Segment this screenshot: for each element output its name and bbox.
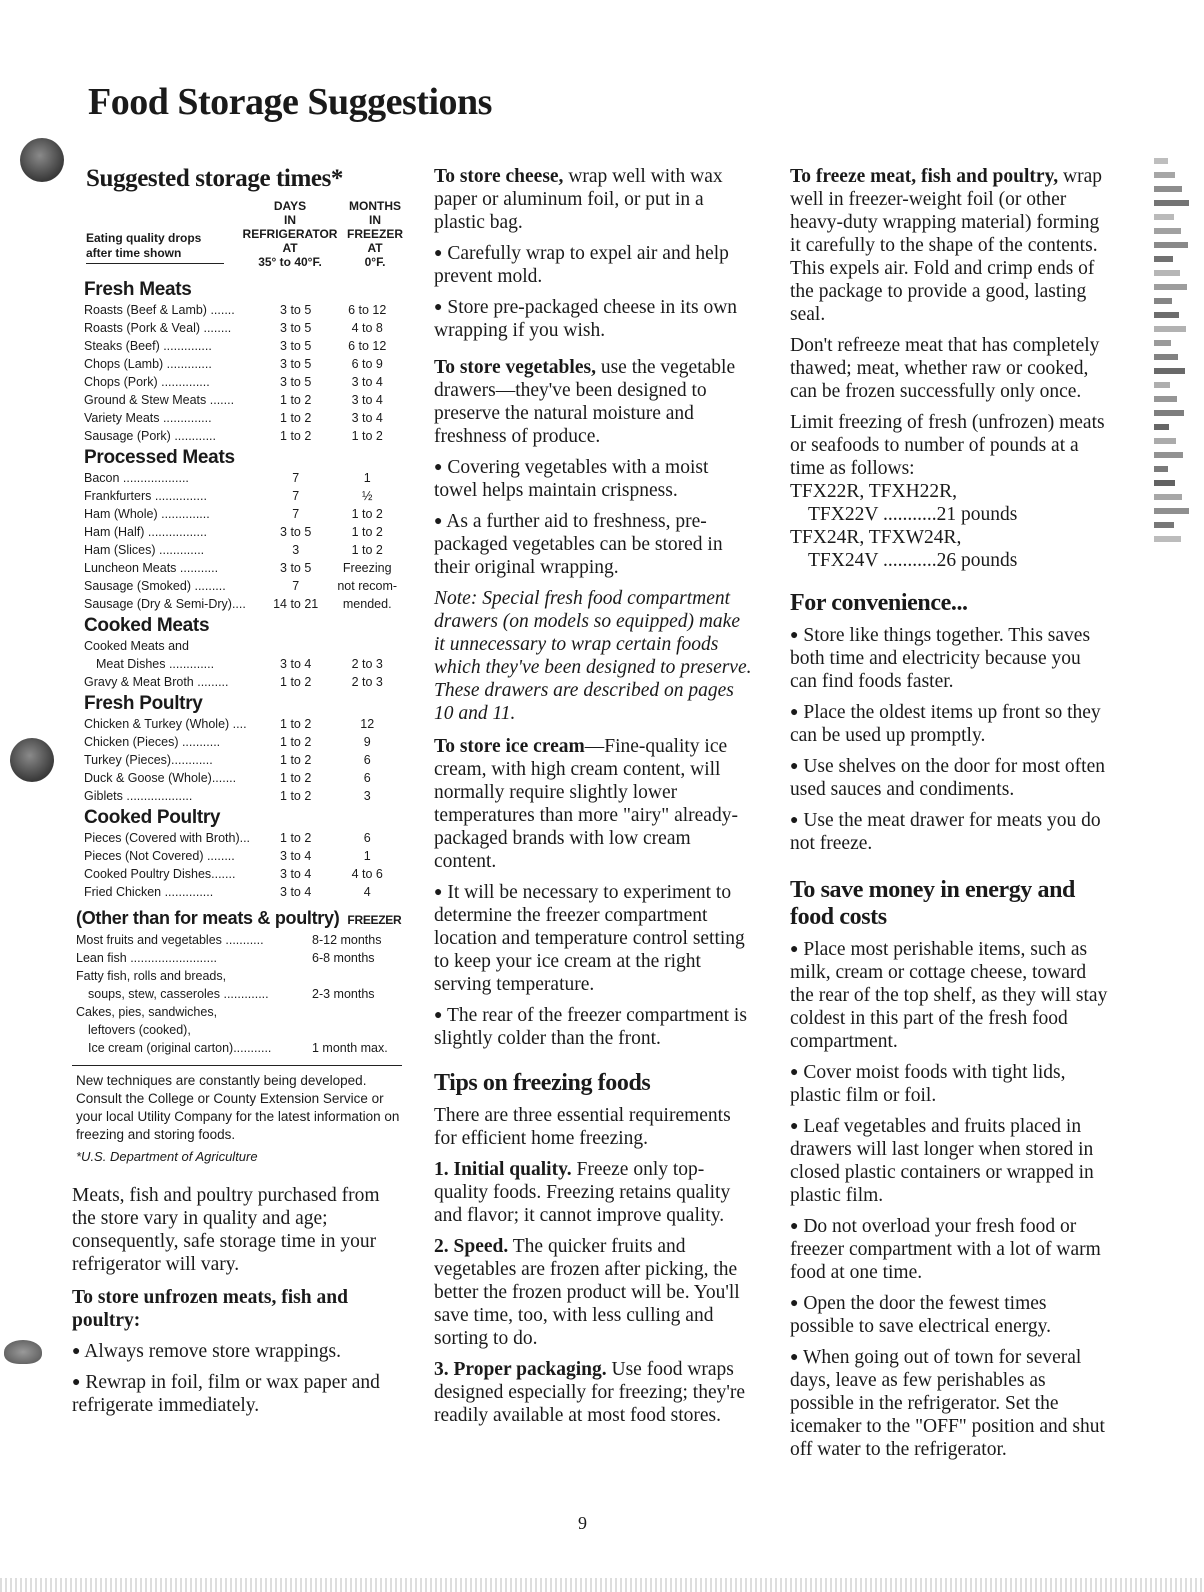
freezer-months: 4	[363, 885, 371, 899]
refrigerator-days: 1 to 2	[280, 753, 312, 767]
storage-row	[72, 559, 402, 577]
edge-mark	[1154, 200, 1189, 206]
storage-row	[72, 373, 402, 391]
freezer-months: 6 to 12	[348, 303, 387, 317]
food-name: Luncheon Meats ...........	[84, 561, 219, 575]
edge-mark	[1154, 242, 1188, 248]
refrigerator-days: 3	[292, 543, 300, 557]
edge-mark	[1154, 452, 1183, 458]
storage-row	[72, 655, 402, 673]
storage-row	[72, 391, 402, 409]
storage-category-heading: Processed Meats	[84, 447, 235, 468]
other-food-row	[72, 1039, 402, 1057]
storage-row	[72, 715, 402, 733]
storage-category-heading: Cooked Meats	[84, 615, 210, 636]
refrigerator-days: 7	[292, 489, 300, 503]
refreeze-paragraph: Don't refreeze meat that has completely thawed; meat, whether raw or cooked, can be frozen successfully only once.	[790, 335, 1100, 402]
storage-row	[72, 523, 402, 541]
food-name: Frankfurters ...............	[84, 489, 207, 503]
food-name: Fatty fish, rolls and breads,	[76, 969, 227, 983]
refrigerator-days	[259, 637, 333, 655]
freezer-months: ½	[362, 489, 373, 503]
edge-mark	[1154, 466, 1168, 472]
ice-cream-bullet: ● The rear of the freezer compartment is slightly colder than the front.	[434, 1005, 747, 1049]
food-name: leftovers (cooked),	[88, 1023, 191, 1037]
binder-hole-bottom	[4, 1340, 42, 1364]
refrigerator-days: 1 to 2	[280, 831, 312, 845]
food-name: Chicken (Pieces) ...........	[84, 735, 221, 749]
freezer-months: 3 to 4	[351, 393, 383, 407]
edge-mark	[1154, 480, 1175, 486]
food-name: Roasts (Pork & Veal) ........	[84, 321, 232, 335]
freezer-months: 6 to 9	[351, 357, 383, 371]
other-food-row	[72, 949, 402, 967]
food-name: Pieces (Not Covered) ........	[84, 849, 235, 863]
storage-row	[72, 883, 402, 901]
binder-hole-top	[20, 138, 64, 182]
page-number: 9	[578, 1513, 587, 1533]
freezer-time	[312, 967, 402, 985]
save-bullet: ● Cover moist foods with tight lids, plastic film or foil.	[790, 1061, 1066, 1106]
food-name: Sausage (Smoked) .........	[84, 579, 226, 593]
edge-mark	[1154, 522, 1174, 528]
freezer-months: 6	[363, 831, 371, 845]
storage-heading: Suggested storage times*	[86, 165, 344, 192]
vegetables-bullet: ● As a further aid to freshness, pre-packaged vegetables can be stored in their original wrapping.	[434, 511, 723, 578]
refrigerator-days: 1 to 2	[280, 771, 312, 785]
storage-row	[72, 427, 402, 445]
food-name: Sausage (Pork) ............	[84, 429, 216, 443]
edge-mark	[1154, 270, 1180, 276]
storage-row	[72, 847, 402, 865]
edge-mark	[1154, 158, 1168, 164]
tips-intro: There are three essential requirements for efficient home freezing.	[434, 1104, 731, 1149]
cheese-bullet: ● Carefully wrap to expel air and help prevent mold.	[434, 243, 729, 287]
edge-mark	[1154, 214, 1174, 220]
food-name: soups, stew, casseroles .............	[88, 987, 269, 1001]
freezer-months: 6 to 12	[348, 339, 387, 353]
freezer-months: Freezing	[342, 561, 392, 575]
column-2	[434, 165, 754, 1435]
food-name: Roasts (Beef & Lamb) .......	[84, 303, 235, 317]
freezer-months: not recom-	[337, 579, 398, 593]
food-name: Most fruits and vegetables ...........	[76, 933, 264, 947]
cheese-bullet: ● Store pre-packaged cheese in its own wrapping if you wish.	[434, 297, 738, 341]
techniques-note: New techniques are constantly being developed. Consult the College or County Extension Service or your local Utility Company for the latest information on freezing and storing foods.	[72, 1065, 402, 1144]
freezer-months: 9	[363, 735, 371, 749]
food-name: Chicken & Turkey (Whole) ....	[84, 717, 247, 731]
usda-footnote: *U.S. Department of Agriculture	[76, 1149, 258, 1164]
storage-row	[72, 733, 402, 751]
refrigerator-days: 1 to 2	[280, 393, 312, 407]
freezer-months: 6	[363, 753, 371, 767]
edge-mark	[1154, 438, 1176, 444]
storage-row	[72, 409, 402, 427]
model-line: TFX22V ...........21 pounds	[808, 504, 1018, 525]
refrigerator-days: 3 to 4	[280, 885, 312, 899]
days-column-header: DAYS IN REFRIGERATOR AT 35° to 40°F.	[242, 199, 338, 269]
model-line: TFX24V ...........26 pounds	[808, 550, 1018, 571]
convenience-bullet: ● Store like things together. This saves both time and electricity because you can find foods faster.	[790, 624, 1091, 692]
freezer-time: 1 month max.	[312, 1041, 388, 1055]
food-name: Pieces (Covered with Broth)...	[84, 831, 251, 845]
freezer-time: 2-3 months	[312, 987, 375, 1001]
storage-row	[72, 577, 402, 595]
freezer-months: 3 to 4	[351, 411, 383, 425]
tip-item: 2. Speed. The quicker fruits and vegetables are frozen after picking, the better the frozen product will be. You'll save time, too, with less culling and sorting to do.	[434, 1235, 740, 1349]
freezer-time	[312, 1003, 402, 1021]
vegetables-paragraph: To store vegetables, use the vegetable drawers—they've been designed to preserve the natural moisture and freshness of produce.	[434, 357, 736, 447]
save-bullet: ● Place most perishable items, such as milk, cream or cottage cheese, toward the rear of the top shelf, as they will stay coldest in this part of the fresh food compartment.	[790, 938, 1108, 1052]
other-foods-list	[72, 931, 402, 1057]
refrigerator-days: 3 to 4	[280, 657, 312, 671]
refrigerator-days: 1 to 2	[280, 429, 312, 443]
refrigerator-days: 3 to 5	[280, 525, 312, 539]
food-name: Gravy & Meat Broth .........	[84, 675, 229, 689]
refrigerator-days: 1 to 2	[280, 411, 312, 425]
unfrozen-heading: To store unfrozen meats, fish and poultry:	[72, 1287, 348, 1331]
column-1	[72, 165, 402, 1425]
edge-mark	[1154, 396, 1177, 402]
freezer-months	[332, 637, 402, 655]
food-name: Lean fish .........................	[76, 951, 218, 965]
refrigerator-days: 7	[292, 507, 300, 521]
food-name: Ice cream (original carton)...........	[88, 1041, 272, 1055]
edge-mark	[1154, 494, 1182, 500]
food-name: Bacon ...................	[84, 471, 189, 485]
food-name: Steaks (Beef) ..............	[84, 339, 212, 353]
edge-mark	[1154, 340, 1171, 346]
edge-mark	[1154, 186, 1182, 192]
refrigerator-days: 3 to 5	[280, 375, 312, 389]
edge-mark	[1154, 368, 1185, 374]
limit-paragraph: Limit freezing of fresh (unfrozen) meats or seafoods to number of pounds at a time as follows:	[790, 412, 1105, 479]
food-name: Cakes, pies, sandwiches,	[76, 1005, 218, 1019]
tip-item: 3. Proper packaging. Use food wraps designed especially for freezing; they're readily available at most food stores.	[434, 1358, 746, 1426]
freezer-months: 4 to 8	[351, 321, 383, 335]
other-food-row	[72, 1003, 402, 1021]
convenience-bullet: ● Use shelves on the door for most often used sauces and condiments.	[790, 755, 1105, 800]
tips-heading: Tips on freezing foods	[434, 1070, 651, 1096]
meats-paragraph: Meats, fish and poultry purchased from the store vary in quality and age; consequently, safe storage time in your refrigerator will vary.	[72, 1185, 380, 1275]
freezer-months: 1 to 2	[351, 429, 383, 443]
storage-row	[72, 469, 402, 487]
storage-row	[72, 505, 402, 523]
storage-table-header	[72, 199, 402, 277]
edge-mark	[1154, 312, 1179, 318]
scan-edge-marks	[1144, 150, 1204, 1450]
food-name: Ham (Slices) .............	[84, 543, 205, 557]
other-foods-heading: (Other than for meats & poultry) FREEZER	[76, 908, 402, 928]
save-bullet: ● Leaf vegetables and fruits placed in drawers will last longer when stored in closed plastic containers or wrapped in plastic film.	[790, 1115, 1094, 1206]
storage-row	[72, 337, 402, 355]
refrigerator-days: 1 to 2	[280, 735, 312, 749]
food-name: Ham (Half) .................	[84, 525, 207, 539]
storage-table	[72, 199, 402, 1166]
refrigerator-days: 3 to 5	[280, 321, 312, 335]
storage-row	[72, 637, 402, 655]
edge-mark	[1154, 382, 1170, 388]
edge-mark	[1154, 298, 1172, 304]
refrigerator-days: 3 to 4	[280, 867, 312, 881]
storage-row	[72, 301, 402, 319]
storage-row	[72, 829, 402, 847]
binder-hole-middle	[10, 738, 54, 782]
ice-cream-bullet: ● It will be necessary to experiment to determine the freezer compartment location and temperature control setting to keep your ice cream at the right serving temperature.	[434, 882, 745, 995]
food-name: Turkey (Pieces)............	[84, 753, 213, 767]
freezer-months: 2 to 3	[351, 657, 383, 671]
edge-mark	[1154, 172, 1175, 178]
food-name: Variety Meats ..............	[84, 411, 212, 425]
edge-mark	[1154, 256, 1173, 262]
food-name: Duck & Goose (Whole).......	[84, 771, 237, 785]
storage-row	[72, 673, 402, 691]
storage-row	[72, 541, 402, 559]
vegetables-bullet: ● Covering vegetables with a moist towel helps maintain crispness.	[434, 457, 709, 501]
edge-mark	[1154, 354, 1178, 360]
freezer-months: 2 to 3	[351, 675, 383, 689]
storage-category-heading: Fresh Meats	[84, 279, 192, 300]
other-food-row	[72, 967, 402, 985]
scan-bottom-edge	[0, 1578, 1204, 1592]
page-title: Food Storage Suggestions	[88, 81, 492, 123]
storage-row	[72, 319, 402, 337]
edge-mark	[1154, 284, 1187, 290]
model-line: TFX24R, TFXW24R,	[790, 527, 962, 548]
freeze-paragraph: To freeze meat, fish and poultry, wrap well in freezer-weight foil (or other heavy-duty wrapping material) forming it carefully to the shape of the contents. This expels air. Fold and crimp ends of the package to provide a good, lasting seal.	[790, 166, 1102, 325]
model-line: TFX22R, TFXH22R,	[790, 481, 958, 502]
food-name: Cooked Meats and	[84, 639, 189, 653]
unfrozen-bullet: ● Always remove store wrappings.	[72, 1341, 341, 1362]
convenience-bullet: ● Place the oldest items up front so they can be used up promptly.	[790, 701, 1101, 746]
food-name: Fried Chicken ..............	[84, 885, 214, 899]
edge-mark	[1154, 326, 1186, 332]
other-food-row	[72, 931, 402, 949]
ice-cream-paragraph: To store ice cream—Fine-quality ice cream, with high cream content, will normally require slightly lower temperatures than more "airy" already-packaged brands with low cream content.	[434, 736, 738, 872]
food-name: Meat Dishes .............	[96, 657, 215, 671]
tip-item: 1. Initial quality. Freeze only top-quality foods. Freezing retains quality and flavor; it cannot improve quality.	[434, 1158, 731, 1226]
convenience-heading: For convenience...	[790, 590, 968, 616]
storage-row	[72, 751, 402, 769]
refrigerator-days: 7	[292, 579, 300, 593]
header-rule	[86, 263, 224, 264]
edge-mark	[1154, 410, 1184, 416]
refrigerator-days: 3 to 5	[280, 303, 312, 317]
storage-category-heading: Fresh Poultry	[84, 693, 203, 714]
food-name: Sausage (Dry & Semi-Dry)....	[84, 597, 246, 611]
freezer-months: 12	[360, 717, 375, 731]
save-bullet: ● When going out of town for several days, leave as few perishables as possible in the refrigerator. Set the icemaker to the "OFF" position and shut off water to the refrigerator.	[790, 1346, 1105, 1460]
storage-row	[72, 865, 402, 883]
freezer-months: 3	[363, 789, 371, 803]
months-column-header: MONTHS IN FREEZER AT 0°F.	[346, 199, 403, 269]
refrigerator-days: 3 to 4	[280, 849, 312, 863]
save-bullet: ● Open the door the fewest times possible to save electrical energy.	[790, 1292, 1051, 1337]
freezer-time: 6-8 months	[312, 951, 375, 965]
food-name: Chops (Lamb) .............	[84, 357, 212, 371]
storage-row	[72, 769, 402, 787]
storage-row	[72, 595, 402, 613]
storage-row	[72, 355, 402, 373]
food-name: Ham (Whole) ..............	[84, 507, 210, 521]
refrigerator-days: 1 to 2	[280, 717, 312, 731]
freezer-months: 1 to 2	[351, 543, 383, 557]
freezer-months: mended.	[342, 597, 392, 611]
convenience-bullet: ● Use the meat drawer for meats you do not freeze.	[790, 809, 1101, 854]
freezer-months: 1	[363, 849, 371, 863]
refrigerator-days: 14 to 21	[273, 597, 319, 611]
save-bullet: ● Do not overload your fresh food or freezer compartment with a lot of warm food at one time.	[790, 1215, 1101, 1283]
save-money-heading: To save money in energy and food costs	[790, 876, 1076, 931]
unfrozen-bullet: ● Rewrap in foil, film or wax paper and refrigerate immediately.	[72, 1372, 380, 1416]
column-3	[790, 165, 1110, 1469]
storage-category-heading: Cooked Poultry	[84, 807, 221, 828]
edge-mark	[1154, 424, 1169, 430]
drawers-note: Note: Special fresh food compartment drawers (on models so equipped) make it unnecessary to wrap certain foods which they've been designed to preserve. These drawers are described on pages 10 and 11.	[434, 588, 752, 724]
storage-categories	[72, 281, 402, 901]
freezer-months: 3 to 4	[351, 375, 383, 389]
cheese-paragraph: To store cheese, wrap well with wax paper or aluminum foil, or put in a plastic bag.	[434, 166, 723, 233]
storage-row	[72, 487, 402, 505]
refrigerator-days: 3 to 5	[280, 339, 312, 353]
freezer-time	[312, 1021, 402, 1039]
freezer-months: 6	[363, 771, 371, 785]
freezer-months: 1	[363, 471, 371, 485]
refrigerator-days: 1 to 2	[280, 675, 312, 689]
eating-quality-label: Eating quality drops after time shown	[86, 231, 202, 260]
edge-mark	[1154, 228, 1181, 234]
food-name: Ground & Stew Meats .......	[84, 393, 235, 407]
refrigerator-days: 7	[292, 471, 300, 485]
other-food-row	[72, 1021, 402, 1039]
freezer-months: 4 to 6	[351, 867, 383, 881]
storage-row	[72, 787, 402, 805]
edge-mark	[1154, 508, 1189, 514]
refrigerator-days: 3 to 5	[280, 357, 312, 371]
freezer-months: 1 to 2	[351, 507, 383, 521]
food-name: Chops (Pork) ..............	[84, 375, 210, 389]
edge-mark	[1154, 536, 1181, 542]
freezer-months: 1 to 2	[351, 525, 383, 539]
freezer-time: 8-12 months	[312, 933, 382, 947]
other-food-row	[72, 985, 402, 1003]
food-name: Cooked Poultry Dishes.......	[84, 867, 236, 881]
refrigerator-days: 1 to 2	[280, 789, 312, 803]
food-name: Giblets ...................	[84, 789, 193, 803]
refrigerator-days: 3 to 5	[280, 561, 312, 575]
